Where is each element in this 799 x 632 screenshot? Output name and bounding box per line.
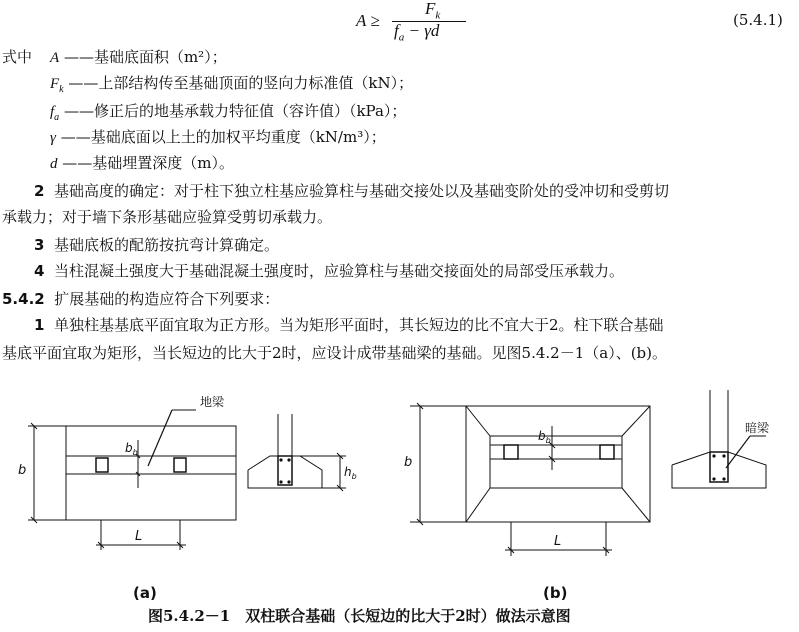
- paragraph-3: 3 基础底板的配筋按抗弯计算确定。: [34, 236, 279, 254]
- sub-caption-a: (a): [133, 584, 157, 602]
- label-b-a: b: [18, 463, 27, 478]
- label-L-b: L: [554, 534, 562, 549]
- definition-item: $f_a$ ——修正后的地基承载力特征值（容许值）（kPa）；: [50, 102, 407, 123]
- figure-caption: 图5.4.2－1 双柱联合基础（长短边的比大于2时）做法示意图: [148, 607, 571, 625]
- paragraph-2: 2 基础高度的确定：对于柱下独立柱基应验算柱与基础交接处以及基础变阶处的受冲切和受剪切: [34, 182, 669, 200]
- label-bb-a: $b_b$: [125, 441, 138, 457]
- paragraph-2-cont: 承载力；对于墙下条形基础应验算受剪切承载力。: [2, 208, 333, 226]
- label-anliang: 暗梁: [745, 421, 770, 435]
- formula-lhs: A ≥: [356, 11, 380, 30]
- equation-number: (5.4.1): [733, 11, 783, 29]
- definition-item: A ——基础底面积（m²）；: [50, 48, 227, 66]
- formula-denominator: $f_a - \gamma d$: [394, 21, 440, 44]
- label-bb-b: $b_b$: [538, 429, 551, 445]
- formula-numerator: $F_k$: [425, 0, 441, 22]
- definitions-intro: 式中: [2, 48, 33, 66]
- definition-item: γ ——基础底面以上土的加权平均重度（kN/m³）；: [50, 128, 386, 146]
- definition-item: $F_k$ ——上部结构传至基础顶面的竖向力标准值（kN）；: [50, 74, 414, 95]
- section-5-4-2: 5.4.2 扩展基础的构造应符合下列要求：: [2, 290, 280, 308]
- label-b-b: b: [404, 455, 413, 470]
- figure-diagram: [0, 370, 799, 610]
- paragraph-1: 1 单独柱基基底平面宜取为正方形。当为矩形平面时，其长短边的比不宜大于2。柱下联合基础: [34, 316, 664, 334]
- label-hb: $h_b$: [344, 465, 357, 481]
- label-diliang: 地梁: [200, 395, 225, 409]
- paragraph-4: 4 当柱混凝土强度大于基础混凝土强度时，应验算柱与基础交接面处的局部受压承载力。: [34, 262, 624, 280]
- plan-a-outline: [66, 426, 236, 520]
- paragraph-1-cont: 基底平面宜取为矩形，当长短边的比大于2时，应设计成带基础梁的基础。见图5.4.2－1（a）、(b)。: [2, 344, 668, 362]
- label-L-a: L: [135, 529, 143, 544]
- sub-caption-b: (b): [543, 584, 568, 602]
- definition-item: d ——基础埋置深度（m）。: [50, 154, 235, 172]
